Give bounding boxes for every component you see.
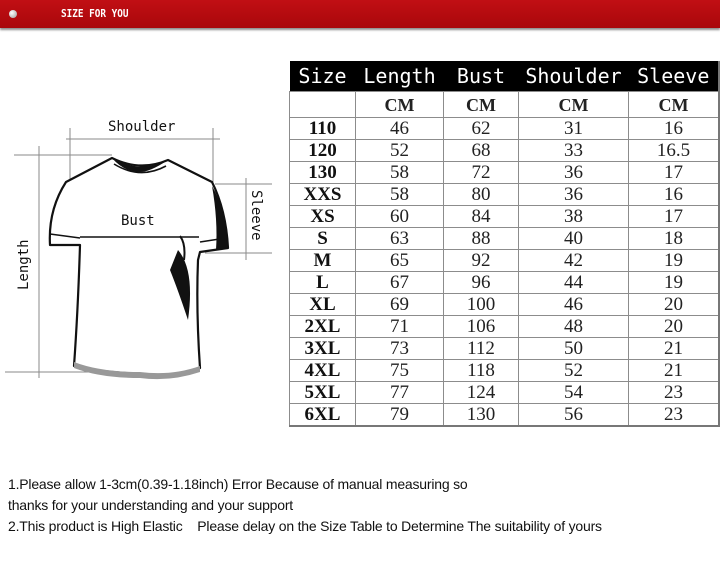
size-cell: 120 — [290, 140, 356, 162]
size-cell: 2XL — [290, 316, 356, 338]
header-sleeve: Sleeve — [629, 61, 720, 92]
unit-cell: CM — [629, 92, 720, 118]
measurement-cell: 20 — [629, 294, 720, 316]
table-row — [290, 382, 720, 404]
table-row — [290, 272, 720, 294]
table-row — [290, 338, 720, 360]
measurement-cell: 72 — [444, 162, 519, 184]
measurement-cell: 21 — [629, 360, 720, 382]
banner-title: SIZE FOR YOU — [61, 7, 129, 20]
table-row — [290, 162, 720, 184]
measurement-cell: 18 — [629, 228, 720, 250]
size-cell: XL — [290, 294, 356, 316]
measurement-cell: 79 — [356, 404, 444, 427]
note-line-3: 2.This product is High Elastic Please delay on the Size Table to Determine The suitability of yours — [8, 518, 602, 534]
size-cell: XXS — [290, 184, 356, 206]
unit-cell: CM — [356, 92, 444, 118]
measurement-cell: 31 — [519, 118, 629, 140]
table-row — [290, 294, 720, 316]
bullet-icon — [9, 10, 17, 18]
measurement-cell: 17 — [629, 162, 720, 184]
measurement-cell: 19 — [629, 250, 720, 272]
measurement-cell: 65 — [356, 250, 444, 272]
notes-section — [8, 474, 602, 537]
header-bust: Bust — [444, 61, 519, 92]
measurement-cell: 54 — [519, 382, 629, 404]
measurement-cell: 33 — [519, 140, 629, 162]
table-row — [290, 140, 720, 162]
measurement-cell: 38 — [519, 206, 629, 228]
note-line-1: 1.Please allow 1-3cm(0.39-1.18inch) Error Because of manual measuring so — [8, 476, 468, 492]
measurement-cell: 20 — [629, 316, 720, 338]
unit-cell: CM — [519, 92, 629, 118]
header-size: Size — [290, 61, 356, 92]
measurement-cell: 50 — [519, 338, 629, 360]
size-cell: 6XL — [290, 404, 356, 427]
table-row — [290, 250, 720, 272]
measurement-cell: 16 — [629, 184, 720, 206]
unit-cell: CM — [444, 92, 519, 118]
measurement-cell: 92 — [444, 250, 519, 272]
measurement-cell: 112 — [444, 338, 519, 360]
table-row — [290, 316, 720, 338]
size-cell: 130 — [290, 162, 356, 184]
measurement-cell: 46 — [519, 294, 629, 316]
sleeve-label: Sleeve — [248, 190, 264, 241]
size-cell: XS — [290, 206, 356, 228]
measurement-cell: 21 — [629, 338, 720, 360]
size-cell: 4XL — [290, 360, 356, 382]
table-header-row — [290, 61, 720, 92]
measurement-cell: 56 — [519, 404, 629, 427]
measurement-cell: 88 — [444, 228, 519, 250]
measurement-cell: 36 — [519, 184, 629, 206]
measurement-cell: 58 — [356, 162, 444, 184]
size-cell: L — [290, 272, 356, 294]
measurement-cell: 96 — [444, 272, 519, 294]
measurement-cell: 71 — [356, 316, 444, 338]
shoulder-label: Shoulder — [108, 119, 176, 135]
header-length: Length — [356, 61, 444, 92]
measurement-cell: 52 — [356, 140, 444, 162]
unit-row — [290, 92, 720, 118]
measurement-cell: 46 — [356, 118, 444, 140]
size-cell: 5XL — [290, 382, 356, 404]
measurement-cell: 124 — [444, 382, 519, 404]
measurement-cell: 80 — [444, 184, 519, 206]
tshirt-sketch-icon — [0, 110, 280, 390]
note-line-2: thanks for your understanding and your support — [8, 497, 293, 513]
measurement-cell: 36 — [519, 162, 629, 184]
measurement-cell: 52 — [519, 360, 629, 382]
measurement-cell: 23 — [629, 382, 720, 404]
measurement-cell: 130 — [444, 404, 519, 427]
measurement-cell: 84 — [444, 206, 519, 228]
measurement-cell: 19 — [629, 272, 720, 294]
tshirt-diagram — [0, 110, 280, 390]
measurement-cell: 44 — [519, 272, 629, 294]
table-row — [290, 206, 720, 228]
table-row — [290, 184, 720, 206]
table-row — [290, 118, 720, 140]
size-chart-table — [289, 61, 720, 427]
measurement-cell: 62 — [444, 118, 519, 140]
size-cell: 3XL — [290, 338, 356, 360]
measurement-cell: 42 — [519, 250, 629, 272]
size-cell: M — [290, 250, 356, 272]
measurement-cell: 58 — [356, 184, 444, 206]
measurement-cell: 23 — [629, 404, 720, 427]
measurement-cell: 106 — [444, 316, 519, 338]
table-row — [290, 404, 720, 427]
measurement-cell: 17 — [629, 206, 720, 228]
measurement-cell: 68 — [444, 140, 519, 162]
header-banner — [0, 0, 720, 28]
measurement-cell: 63 — [356, 228, 444, 250]
measurement-cell: 75 — [356, 360, 444, 382]
table-row — [290, 228, 720, 250]
size-cell: S — [290, 228, 356, 250]
length-label: Length — [16, 239, 32, 290]
measurement-cell: 69 — [356, 294, 444, 316]
measurement-cell: 77 — [356, 382, 444, 404]
size-cell: 110 — [290, 118, 356, 140]
bust-label: Bust — [121, 213, 155, 229]
measurement-cell: 60 — [356, 206, 444, 228]
measurement-cell: 73 — [356, 338, 444, 360]
table-row — [290, 360, 720, 382]
measurement-cell: 100 — [444, 294, 519, 316]
measurement-cell: 118 — [444, 360, 519, 382]
header-shoulder: Shoulder — [519, 61, 629, 92]
measurement-cell: 40 — [519, 228, 629, 250]
measurement-cell: 48 — [519, 316, 629, 338]
measurement-cell: 16.5 — [629, 140, 720, 162]
measurement-cell: 16 — [629, 118, 720, 140]
unit-cell — [290, 92, 356, 118]
measurement-cell: 67 — [356, 272, 444, 294]
